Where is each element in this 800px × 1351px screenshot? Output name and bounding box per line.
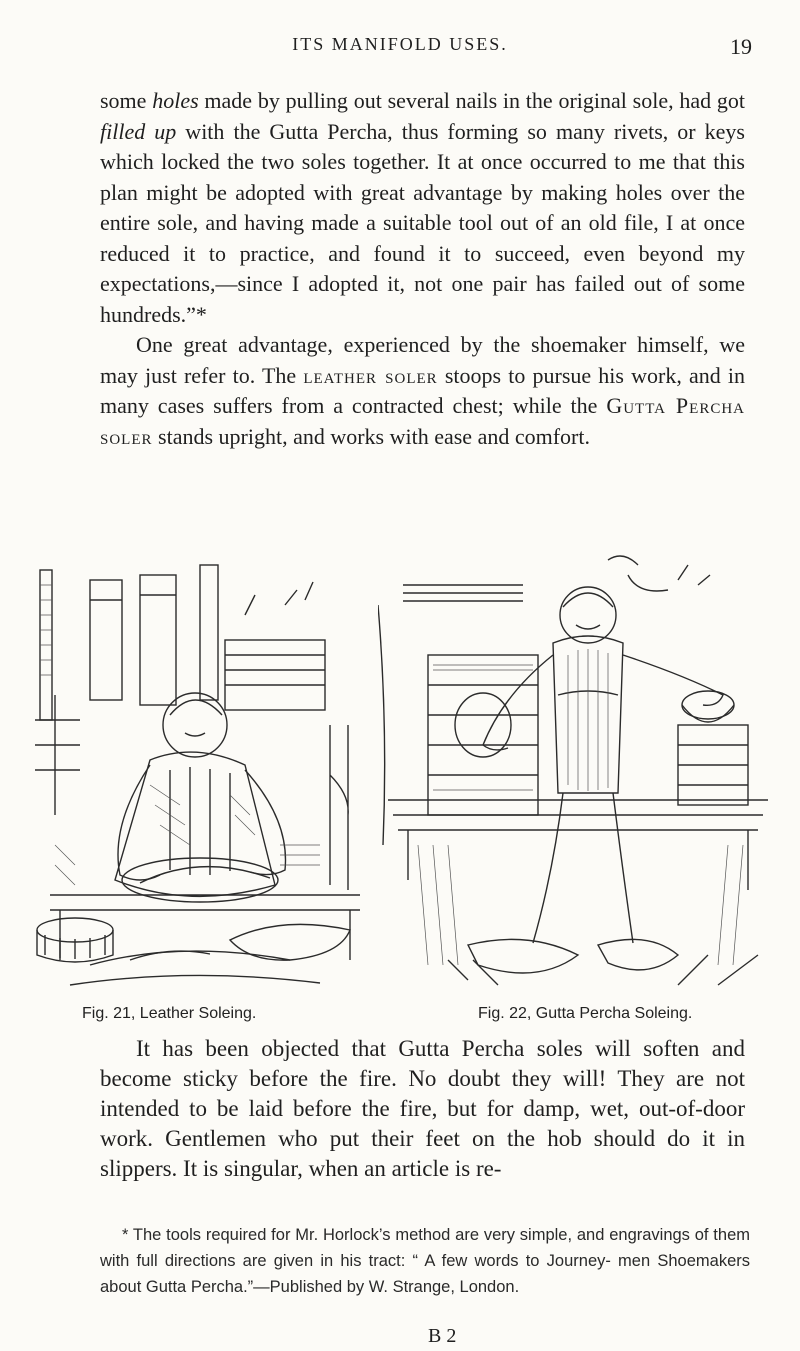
engraving-leather-soler <box>30 545 375 993</box>
running-head: ITS MANIFOLD USES. <box>292 34 508 54</box>
italic-run: holes <box>152 88 199 113</box>
figure-plate <box>30 545 770 1025</box>
paragraph <box>100 330 745 452</box>
engraving-gutta-percha-soler <box>378 545 770 993</box>
footnote-text: * The tools required for Mr. Horlock’s method are very simple, and engravings of them with full directions are given in his tract: “ A few words to Journey- men Shoemakers about Gutta Percha.”—Published by W. Strange, London. <box>100 1226 750 1296</box>
footnote <box>100 1222 750 1300</box>
page-header <box>0 34 800 60</box>
text-run: with the Gutta Percha, thus forming so many rivets, or keys which locked the two soles together. It at once occurred to me that this plan might be adopted with great advantage by making holes over the entire sole, and having made a suitable tool out of an old file, I at once reduced it to practice, and found it to succeed, even beyond my expectations,—since I adopted it, not one pair has failed out of some hundreds.”* <box>100 118 745 327</box>
text-run: made by pulling out several nails in the original sole, had got <box>198 88 745 113</box>
signature-mark: B 2 <box>428 1325 457 1347</box>
figure-caption: Fig. 22, Gutta Percha Soleing. <box>478 1005 693 1022</box>
text-run: some <box>100 88 153 113</box>
figure-caption: Fig. 21, Leather Soleing. <box>82 1005 257 1022</box>
text-run: One great advantage, experienced by the shoemaker himself, we may just refer to. The <box>100 332 745 388</box>
continuation-text <box>100 1034 745 1184</box>
page-number: 19 <box>730 34 752 59</box>
figure-leather-soleing <box>30 545 375 1023</box>
text-run: stoops to pursue his work, and in many cases suffers from a contracted chest; while the <box>100 362 746 418</box>
paragraph <box>100 86 745 330</box>
smallcaps-run: leather soler <box>303 362 438 388</box>
figure-gutta-percha-soleing <box>378 545 770 1023</box>
smallcaps-run: Gutta Percha soler <box>100 393 745 449</box>
paragraph: It has been objected that Gutta Percha soles will soften and become sticky before the fire. No doubt they will! They are not intended to be laid before the fire, but for damp, wet, out-of-door work. Gentlemen who put their feet on the hob should do it in slippers. It is singular, when an article is re- <box>100 1036 745 1181</box>
italic-run: filled up <box>100 118 177 144</box>
body-text <box>100 86 745 452</box>
text-run: stands upright, and works with ease and comfort. <box>152 423 590 449</box>
